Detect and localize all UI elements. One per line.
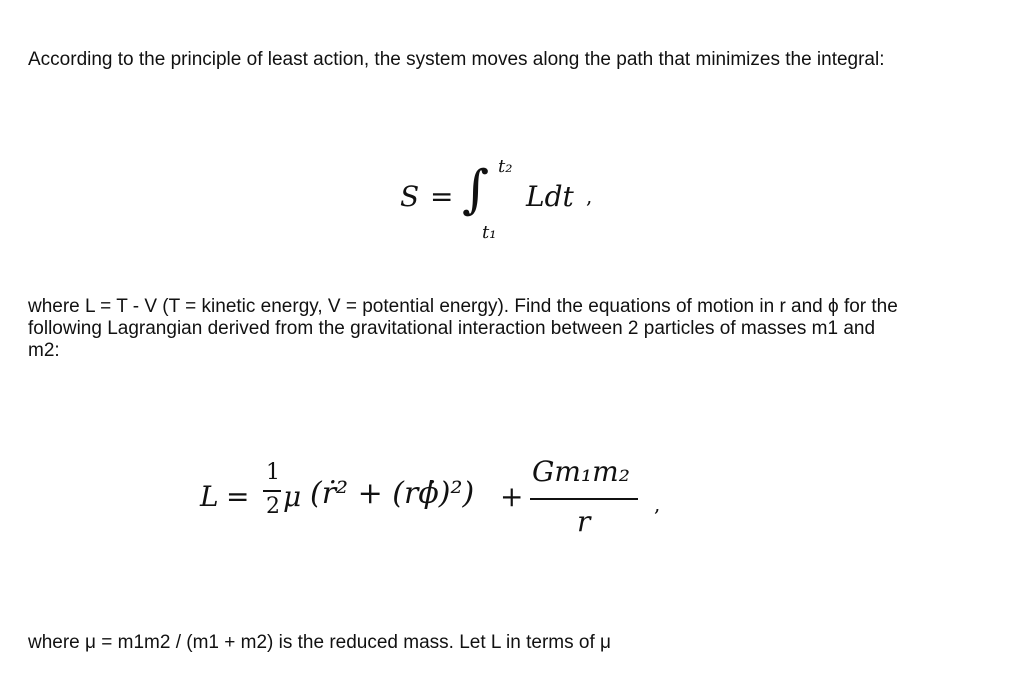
reduced-mass-paragraph: where μ = m1m2 / (m1 + m2) is the reduced mass. Let L in terms of μ xyxy=(28,632,611,653)
action-trailing-comma: , xyxy=(586,184,593,208)
lagrangian-intro-paragraph: where L = T - V (T = kinetic energy, V = potential energy). Find the equations of motion in r and ϕ for the following Lagrangian derived from the gravitational interaction between 2 particles of masses m1 and m2: xyxy=(28,296,898,361)
lagrangian-plus: + xyxy=(500,480,524,513)
lagrangian-lhs: L xyxy=(200,480,219,513)
half-denominator: 2 xyxy=(266,494,280,519)
integrand: Ldt xyxy=(526,180,574,213)
action-lhs: S xyxy=(400,180,420,213)
integral-upper-limit: t₂ xyxy=(498,156,513,177)
gravity-numerator: Gm₁m₂ xyxy=(532,455,630,488)
action-equals: = xyxy=(430,180,454,213)
integral-sign: ∫ xyxy=(462,160,490,220)
lagrangian-trailing-comma: , xyxy=(654,492,661,516)
half-numerator: 1 xyxy=(266,460,280,485)
kinetic-terms: (ṙ² + (rϕ̇)²) xyxy=(310,476,475,511)
gravity-denominator: r xyxy=(577,505,591,538)
integral-lower-limit: t₁ xyxy=(482,222,497,243)
intro-paragraph: According to the principle of least action, the system moves along the path that minimizes the integral: xyxy=(28,49,885,70)
lagrangian-equals: = xyxy=(226,480,250,513)
gravity-fraction-bar xyxy=(530,498,638,500)
mu-symbol: μ xyxy=(283,480,302,513)
half-fraction-bar xyxy=(263,490,281,492)
